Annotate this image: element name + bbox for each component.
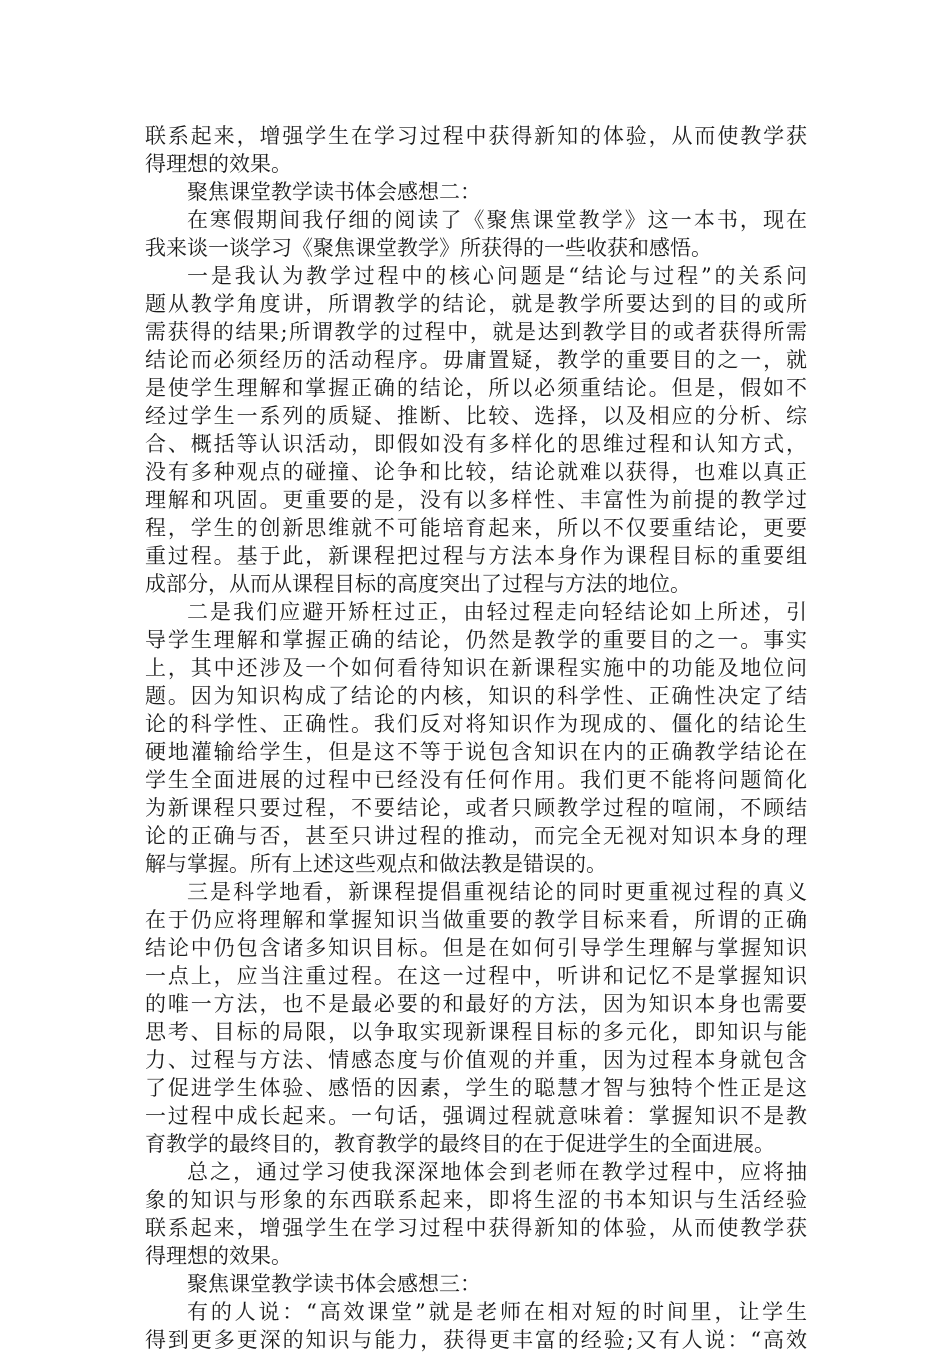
text-line: 结论中仍包含诸多知识目标。但是在如何引导学生理解与掌握知识: [145, 936, 807, 960]
text-line: 一过程中成长起来。一句话，强调过程就意味着：掌握知识不是教: [145, 1104, 807, 1128]
text-line: 在寒假期间我仔细的阅读了《聚焦课堂教学》这一本书，现在: [187, 208, 807, 232]
text-line: 总之，通过学习使我深深地体会到老师在教学过程中，应将抽: [187, 1160, 807, 1184]
text-line: 三是科学地看，新课程提倡重视结论的同时更重视过程的真义: [187, 880, 807, 904]
text-line: 得到更多更深的知识与能力，获得更丰富的经验;又有人说：“高效: [145, 1328, 807, 1352]
text-line: 得理想的效果。: [145, 152, 292, 176]
text-line: 论的科学性、正确性。我们反对将知识作为现成的、僵化的结论生: [145, 712, 807, 736]
text-line: 学生全面进展的过程中已经没有任何作用。我们更不能将问题简化: [145, 768, 807, 792]
text-line: 联系起来，增强学生在学习过程中获得新知的体验，从而使教学获: [145, 1216, 807, 1240]
text-line: 联系起来，增强学生在学习过程中获得新知的体验，从而使教学获: [145, 124, 807, 148]
text-line: 经过学生一系列的质疑、推断、比较、选择，以及相应的分析、综: [145, 404, 807, 428]
text-line: 了促进学生体验、感悟的因素，学生的聪慧才智与独特个性正是这: [145, 1076, 807, 1100]
text-line: 一点上，应当注重过程。在这一过程中，听讲和记忆不是掌握知识: [145, 964, 807, 988]
text-line: 上，其中还涉及一个如何看待知识在新课程实施中的功能及地位问: [145, 656, 807, 680]
paragraph: [145, 1298, 807, 1354]
text-line: 我来谈一谈学习《聚焦课堂教学》所获得的一些收获和感悟。: [145, 236, 712, 260]
text-line: 在于仍应将理解和掌握知识当做重要的教学目标来看，所谓的正确: [145, 908, 807, 932]
document-body: [145, 122, 807, 1354]
text-line: 二是我们应避开矫枉过正，由轻过程走向轻结论如上所述，引: [187, 600, 807, 624]
paragraph: [145, 178, 807, 206]
text-line: 思考、目标的局限，以争取实现新课程目标的多元化，即知识与能: [145, 1020, 807, 1044]
paragraph: [145, 1158, 807, 1270]
text-line: 是使学生理解和掌握正确的结论，所以必须重结论。但是，假如不: [145, 376, 807, 400]
text-line: 一是我认为教学过程中的核心问题是“结论与过程”的关系问: [187, 264, 807, 288]
text-line: 导学生理解和掌握正确的结论，仍然是教学的重要目的之一。事实: [145, 628, 807, 652]
text-line: 合、概括等认识活动，即假如没有多样化的思维过程和认知方式，: [145, 432, 807, 456]
text-line: 需获得的结果;所谓教学的过程中，就是达到教学目的或者获得所需: [145, 320, 807, 344]
text-line: 论的正确与否，甚至只讲过程的推动，而完全无视对知识本身的理: [145, 824, 807, 848]
text-line: 硬地灌输给学生，但是这不等于说包含知识在内的正确教学结论在: [145, 740, 807, 764]
text-line: 重过程。基于此，新课程把过程与方法本身作为课程目标的重要组: [145, 544, 807, 568]
text-line: 有的人说：“高效课堂”就是老师在相对短的时间里，让学生: [187, 1300, 807, 1324]
paragraph: [145, 122, 807, 178]
text-line: 解与掌握。所有上述这些观点和做法教是错误的。: [145, 852, 607, 876]
paragraph: [145, 1270, 807, 1298]
paragraph: [145, 878, 807, 1158]
paragraph: [145, 206, 807, 262]
paragraph: [145, 598, 807, 878]
text-line: 程，学生的创新思维就不可能培育起来，所以不仅要重结论，更要: [145, 516, 807, 540]
text-line: 的唯一方法，也不是最必要的和最好的方法，因为知识本身也需要: [145, 992, 807, 1016]
text-line: 题。因为知识构成了结论的内核，知识的科学性、正确性决定了结: [145, 684, 807, 708]
text-line: 结论而必须经历的活动程序。毋庸置疑，教学的重要目的之一，就: [145, 348, 807, 372]
text-line: 力、过程与方法、情感态度与价值观的并重，因为过程本身就包含: [145, 1048, 807, 1072]
text-line: 为新课程只要过程，不要结论，或者只顾教学过程的喧闹，不顾结: [145, 796, 807, 820]
text-line: 成部分，从而从课程目标的高度突出了过程与方法的地位。: [145, 572, 691, 596]
text-line: 得理想的效果。: [145, 1244, 292, 1268]
text-line: 题从教学角度讲，所谓教学的结论，就是教学所要达到的目的或所: [145, 292, 807, 316]
text-line: 象的知识与形象的东西联系起来，即将生涩的书本知识与生活经验: [145, 1188, 807, 1212]
text-line: 没有多种观点的碰撞、论争和比较，结论就难以获得，也难以真正: [145, 460, 807, 484]
text-line: 聚焦课堂教学读书体会感想三：: [187, 1272, 481, 1296]
text-line: 育教学的最终目的，教育教学的最终目的在于促进学生的全面进展。: [145, 1132, 775, 1156]
paragraph: [145, 262, 807, 598]
text-line: 聚焦课堂教学读书体会感想二：: [187, 180, 481, 204]
text-line: 理解和巩固。更重要的是，没有以多样性、丰富性为前提的教学过: [145, 488, 807, 512]
